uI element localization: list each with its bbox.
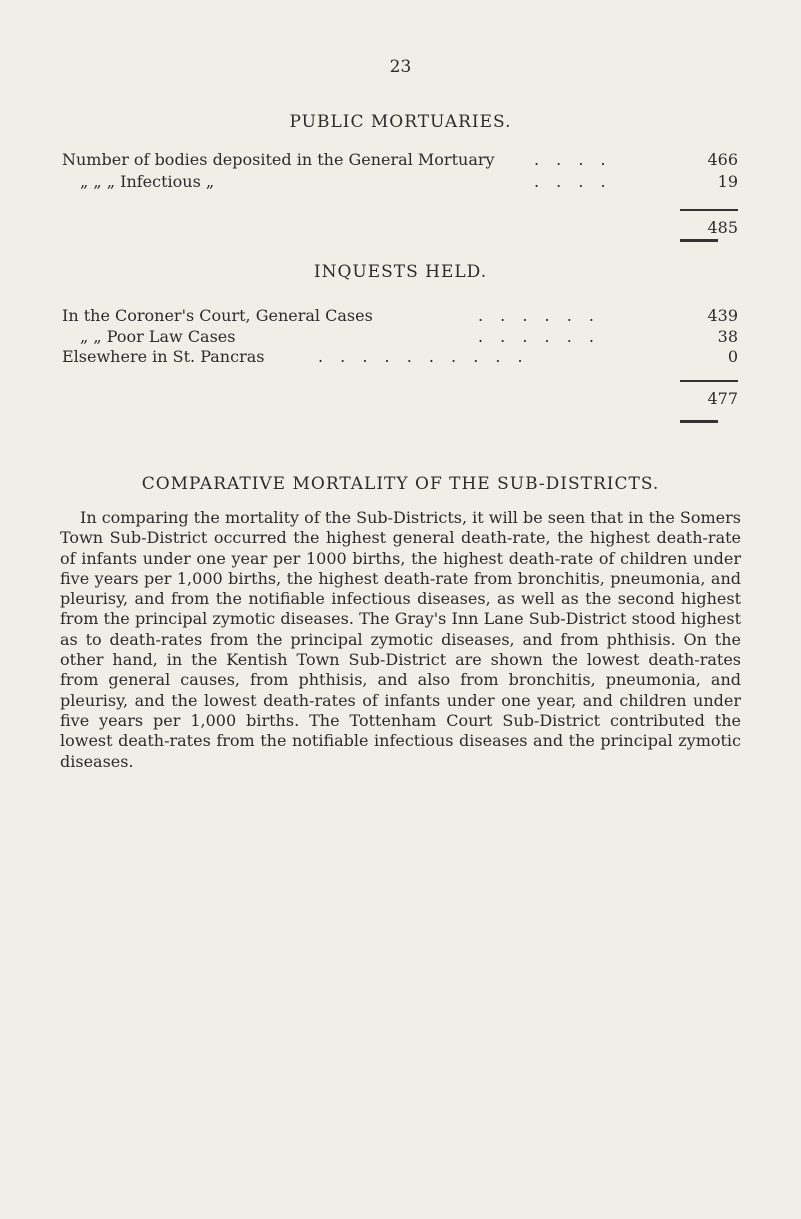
inquests-row-elsewhere <box>62 347 738 369</box>
row-value: 466 <box>707 150 738 169</box>
row-label: In the Coroner's Court, General Cases <box>62 306 373 325</box>
leader-dots: . . . . . . <box>478 327 600 346</box>
mortuaries-row-infectious <box>62 172 738 194</box>
page-number: 23 <box>389 57 412 77</box>
inquests-heading: INQUESTS HELD. <box>313 262 488 282</box>
row-value: 19 <box>717 172 738 191</box>
row-label: Number of bodies deposited in the General Mortuary <box>62 150 495 169</box>
inquests-row-general <box>62 306 738 328</box>
total-rule <box>680 239 718 242</box>
leader-dots: . . . . <box>534 150 612 169</box>
row-label: „ „ „ Infectious „ <box>80 172 215 191</box>
comparative-paragraph: In comparing the mortality of the Sub-Districts, it will be seen that in the Somers Town Sub-District occurred the highest general death-rate, the highest death-rate of infants under one year per 1000 births, the highest death-rate of children under five years per 1,000 births, the highest death-rate from bronchitis, pneumonia, and pleurisy, and from the notifiable infectious diseases, as well as the second highest from the principal zymotic diseases. The Gray's Inn Lane Sub-District stood highest as to death-rates from the principal zymotic diseases, and from phthisis. On the other hand, in the Kentish Town Sub-District are shown the lowest death-rates from general causes, from phthisis, and also from bronchitis, pneumonia, and pleurisy, and the lowest death-rates of infants under one year, and children under five years per 1,000 births. The Tottenham Court Sub-District contributed the lowest death-rates from the notifiable infectious diseases and the principal zymotic diseases. <box>60 508 741 771</box>
total-rule <box>680 420 718 423</box>
mortuaries-heading: PUBLIC MORTUARIES. <box>289 112 512 132</box>
leader-dots: . . . . . . <box>478 306 600 325</box>
row-value: 38 <box>717 327 738 346</box>
mortuaries-total: 485 <box>707 218 738 237</box>
row-label: Elsewhere in St. Pancras <box>62 347 265 366</box>
inquests-row-poor-law <box>62 327 738 349</box>
row-label: „ „ Poor Law Cases <box>80 327 236 346</box>
subtotal-rule <box>680 380 738 382</box>
leader-dots: . . . . . . . . . . <box>318 347 529 366</box>
subtotal-rule <box>680 209 738 211</box>
comparative-heading: COMPARATIVE MORTALITY OF THE SUB-DISTRICTS. <box>141 474 660 494</box>
row-value: 439 <box>707 306 738 325</box>
leader-dots: . . . . <box>534 172 612 191</box>
inquests-total: 477 <box>707 389 738 408</box>
mortuaries-row-general <box>62 150 738 172</box>
row-value: 0 <box>727 347 738 366</box>
